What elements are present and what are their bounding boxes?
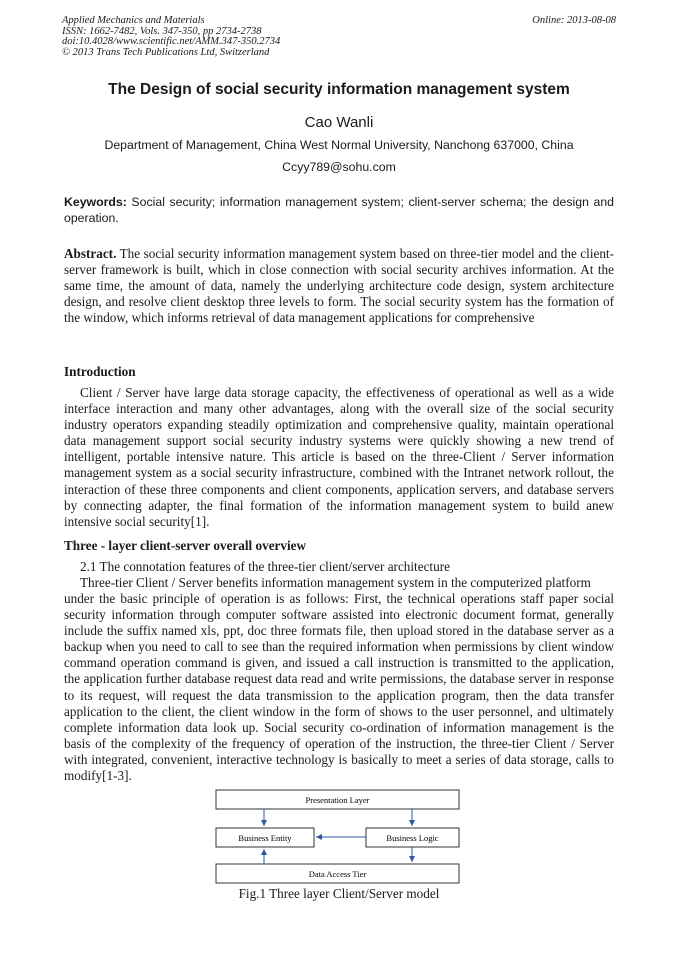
section2-subheading: 2.1 The connotation features of the three-tier client/server architecture: [80, 559, 450, 574]
paper-title: The Design of social security information management system: [108, 81, 570, 98]
introduction-heading: Introduction: [64, 364, 136, 379]
copyright-line: © 2013 Trans Tech Publications Ltd, Switzerland: [62, 46, 270, 58]
figure-caption: Fig.1 Three layer Client/Server model: [238, 886, 440, 901]
keywords-text: Social security; information management system; client-server schema; the design and operation.: [64, 195, 614, 225]
data-access-tier-label: Data Access Tier: [308, 869, 367, 879]
keywords-label: Keywords:: [64, 195, 127, 209]
author-name: Cao Wanli: [304, 114, 374, 131]
affiliation: Department of Management, China West Normal University, Nanchong 637000, China: [104, 138, 574, 152]
section2-heading: Three - layer client-server overall overview: [64, 538, 307, 553]
presentation-layer-label: Presentation Layer: [305, 795, 370, 805]
introduction-text: Client / Server have large data storage capacity, the effectiveness of operational as well as a wide interface interaction and many other advantages, along with the overall size of the social security industry operators expanding steadily optimization and comprehensive quality, maintain operational data management support social security industry systems were quickly showing a new trend of intelligent, portable intensive nature. This article is based on the three-Client / Server information management system as a social security infrastructure, combined with the Intranet network rollout, the interaction of these three components and client components, application servers, and database servers by connecting adapter, the final formation of the information management system to build anew intensive social security[1].: [64, 385, 614, 529]
business-logic-label: Business Logic: [386, 833, 439, 843]
section2-lead: Three-tier Client / Server benefits information management system in the computerized platform: [80, 575, 591, 591]
abstract-text: The social security information management system based on three-tier model and the client-server framework is built, which in close connection with social security archives information. At the same time, the amount of data, namely the underlying architecture code design, system architecture design, and resolve client desktop three levels to form. The social security system has the formation of the window, which informs retrieval of data management applications for comprehensive: [64, 246, 614, 326]
online-date: Online: 2013-08-08: [532, 15, 616, 26]
doi-line: doi:10.4028/www.scientific.net/AMM.347-350.2734: [62, 36, 281, 47]
section2-text: under the basic principle of operation is as follows: First, the technical operations staff paper social security information through computer software assisted into electronic document format, generally include the suffix named xls, ppt, doc three formats file, then upload stored in the database server as a backup when you need to call to see than the required information when permissions by client window command operation command is given, and issued a call instruction is transmitted to the application, the application further database request data read and write permissions, the database server in response to its request, will request the data transmission to the application program, then the data transfer application to the client, the client window in the form of shows to the user personnel, and ultimately complete information data look up. Social security co-ordination of information management is the basis of the complexity of the frequency of operation of the instruction, the three-tier Client / Server with integrated, convenient, interactive technology is basically to meet a series of data storage, calls to modify[1-3].: [64, 591, 614, 784]
abstract-label: Abstract.: [64, 246, 117, 261]
issn-line: ISSN: 1662-7482, Vols. 347-350, pp 2734-2738: [62, 25, 262, 37]
journal-name: Applied Mechanics and Materials: [62, 15, 205, 26]
business-entity-label: Business Entity: [238, 833, 292, 843]
author-email: Ccyy789@sohu.com: [282, 160, 396, 174]
